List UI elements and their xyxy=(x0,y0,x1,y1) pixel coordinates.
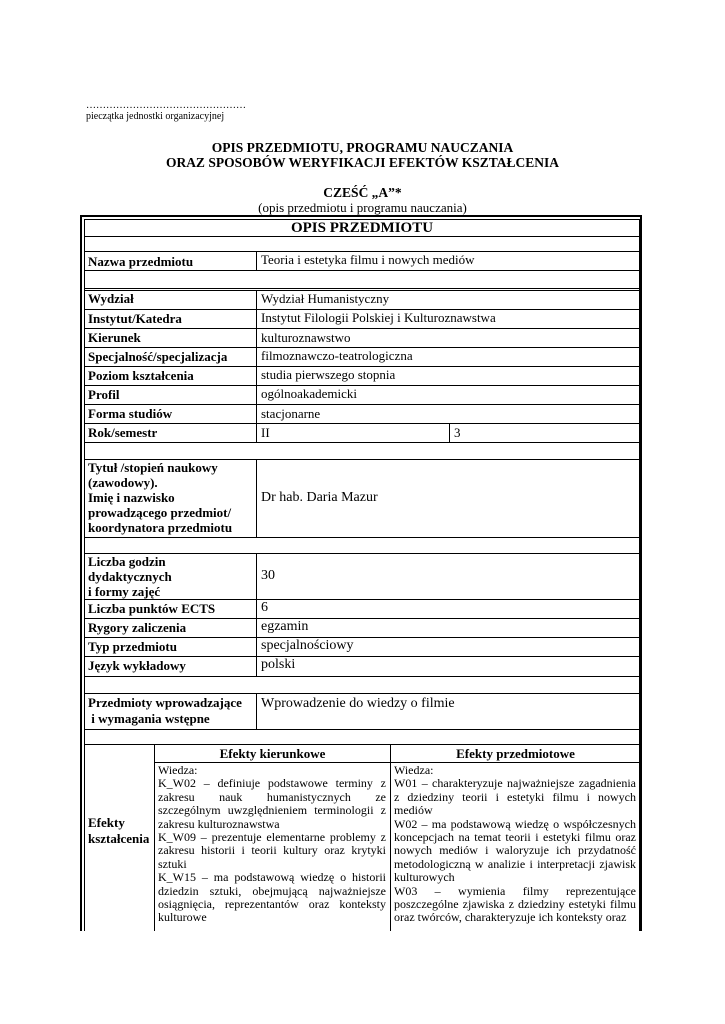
divider xyxy=(84,404,640,405)
efekty-przedmiotowe-line: kulturowych xyxy=(394,870,455,885)
col-divider xyxy=(256,251,257,270)
doc-part-title: CZEŚĆ „A”* xyxy=(323,185,402,200)
stamp-dots: ………………………………………… xyxy=(86,100,246,111)
value-wprowadzajace: Wprowadzenie do wiedzy o filmie xyxy=(261,696,455,711)
efekty-kierunkowe-line: K_W15 – ma podstawową wiedzę o historii xyxy=(158,870,386,885)
label-poziom: Poziom kształcenia xyxy=(88,368,194,383)
divider xyxy=(84,729,640,730)
efekty-przedmiotowe-line: oraz twórców, charakteryzuje ich konteksty oraz xyxy=(394,910,627,925)
stamp-label: pieczątka jednostki organizacyjnej xyxy=(86,111,225,122)
efekty-kierunkowe-line: sztuki xyxy=(158,856,187,871)
value-forma: stacjonarne xyxy=(261,406,321,421)
label-tytul-line: (zawodowy). xyxy=(88,475,158,490)
label-tytul-line: Tytuł /stopień naukowy xyxy=(88,460,218,475)
value-profil: ogólnoakademicki xyxy=(261,386,358,401)
efekty-kierunkowe-line: zakresu historii i teorii kultury oraz krytyki xyxy=(158,843,386,858)
efekty-kierunkowe-line: osiągnięcia, reprezentantów oraz konteksty xyxy=(158,897,386,912)
value-poziom: studia pierwszego stopnia xyxy=(261,367,396,382)
efekty-kierunkowe-line: dziedzin sztuki, obejmującą najważniejsze xyxy=(158,883,386,898)
divider xyxy=(84,270,640,271)
label-godziny xyxy=(84,554,257,599)
label-godziny-line: i formy zajęć xyxy=(88,584,161,599)
label-wprowadzajace-line: i wymagania wstępne xyxy=(88,711,210,726)
divider xyxy=(84,288,640,289)
label-wprowadzajace xyxy=(84,695,257,727)
label-instytut: Instytut/Katedra xyxy=(88,311,182,326)
table-title: OPIS PRZEDMIOTU xyxy=(290,220,434,236)
value-wydzial: Wydział Humanistyczny xyxy=(261,291,390,306)
label-forma: Forma studiów xyxy=(88,406,173,421)
label-profil: Profil xyxy=(88,387,120,402)
value-nazwa: Teoria i estetyka filmu i nowych mediów xyxy=(261,252,475,267)
efekty-kierunkowe-line: zakresu nauk humanistycznych ze xyxy=(158,789,386,804)
label-tytul-line: koordynatora przedmiotu xyxy=(88,520,233,535)
value-rygory: egzamin xyxy=(261,619,309,634)
efekty-przedmiotowe-line: W02 – ma podstawową wiedzę o współczesnych xyxy=(394,816,636,831)
efekty-przedmiotowe-line: poszczególne zjawiska z dziedziny estetyki filmu xyxy=(394,897,636,912)
divider xyxy=(84,537,640,538)
col-divider xyxy=(154,744,155,931)
efekty-side-label-line: Efekty xyxy=(88,815,125,830)
efekty-kierunkowe-header: Efekty kierunkowe xyxy=(219,746,326,761)
value-jezyk: polski xyxy=(261,657,296,672)
efekty-przedmiotowe-line: Wiedza: xyxy=(394,763,434,777)
efekty-przedmiotowe-list xyxy=(394,764,636,925)
label-tytul-line: Imię i nazwisko xyxy=(88,490,175,505)
doc-part-subtitle: (opis przedmiotu i programu nauczania) xyxy=(258,200,467,215)
efekty-przedmiotowe-line: metodologiczną w analizie i interpretacji zjawisk xyxy=(394,856,636,871)
divider xyxy=(84,423,640,424)
efekty-przedmiotowe-header: Efekty przedmiotowe xyxy=(456,746,575,761)
label-typ: Typ przedmiotu xyxy=(88,639,177,654)
value-rok: II xyxy=(261,425,270,440)
label-godziny-line: Liczba godzin xyxy=(88,554,166,569)
divider xyxy=(84,676,640,677)
label-tytul xyxy=(84,460,257,535)
label-godziny-line: dydaktycznych xyxy=(88,569,172,584)
divider xyxy=(84,442,640,443)
label-ects: Liczba punktów ECTS xyxy=(88,601,216,616)
value-godziny: 30 xyxy=(261,568,275,583)
efekty-kierunkowe-line: K_W09 – prezentuje elementarne problemy z xyxy=(158,830,386,845)
col-divider xyxy=(390,744,391,931)
efekty-kierunkowe-line: K_W02 – definiuje podstawowe terminy z xyxy=(158,776,386,791)
label-kierunek: Kierunek xyxy=(88,330,141,345)
label-wprowadzajace-line: Przedmioty wprowadzające xyxy=(88,695,242,710)
efekty-przedmiotowe-line: nowych mediów i waloryzuje ich przydatność xyxy=(394,843,636,858)
label-specjalnosc: Specjalność/specjalizacja xyxy=(88,349,228,364)
divider xyxy=(84,328,640,329)
efekty-side-label-line: kształcenia xyxy=(88,831,150,846)
doc-title-line-1: OPIS PRZEDMIOTU, PROGRAMU NAUCZANIA xyxy=(211,140,514,155)
efekty-przedmiotowe-line: W01 – charakteryzuje najważniejsze zagadnienia xyxy=(394,776,636,791)
efekty-kierunkowe-line: Wiedza: xyxy=(158,763,198,777)
efekty-przedmiotowe-line: mediów xyxy=(394,803,433,818)
label-rok: Rok/semestr xyxy=(88,425,158,440)
divider xyxy=(84,744,640,745)
label-rygory: Rygory zaliczenia xyxy=(88,620,187,635)
label-wydzial: Wydział xyxy=(88,291,134,306)
value-ects: 6 xyxy=(261,600,268,615)
efekty-przedmiotowe-line: z dziedziny teorii i estetyki filmu i nowych xyxy=(394,789,636,804)
efekty-kierunkowe-line: kulturowe xyxy=(158,910,207,925)
value-tytul: Dr hab. Daria Mazur xyxy=(261,490,378,505)
efekty-kierunkowe-line: zakresu kulturoznawstwa xyxy=(158,816,280,831)
efekty-przedmiotowe-line: W03 – wymienia filmy reprezentujące xyxy=(394,883,636,898)
value-specjalnosc: filmoznawczo-teatrologiczna xyxy=(261,348,413,363)
efekty-side-label xyxy=(88,815,149,847)
value-instytut: Instytut Filologii Polskiej i Kulturoznawstwa xyxy=(261,310,496,325)
divider xyxy=(84,236,640,237)
efekty-kierunkowe-list xyxy=(158,764,386,925)
value-typ: specjalnościowy xyxy=(261,638,354,653)
value-kierunek: kulturoznawstwo xyxy=(261,330,351,345)
label-nazwa: Nazwa przedmiotu xyxy=(84,254,257,270)
label-jezyk: Język wykładowy xyxy=(88,658,186,673)
divider xyxy=(84,693,640,694)
doc-title-line-2: ORAZ SPOSOBÓW WERYFIKACJI EFEKTÓW KSZTAŁCENIA xyxy=(165,155,560,170)
efekty-przedmiotowe-line: koncepcjach na temat teorii i estetyki filmu oraz xyxy=(394,830,636,845)
label-tytul-line: prowadzącego przedmiot/ xyxy=(88,505,232,520)
value-semestr: 3 xyxy=(454,425,461,440)
efekty-kierunkowe-line: szczególnym uwzględnieniem terminologii z xyxy=(158,803,386,818)
